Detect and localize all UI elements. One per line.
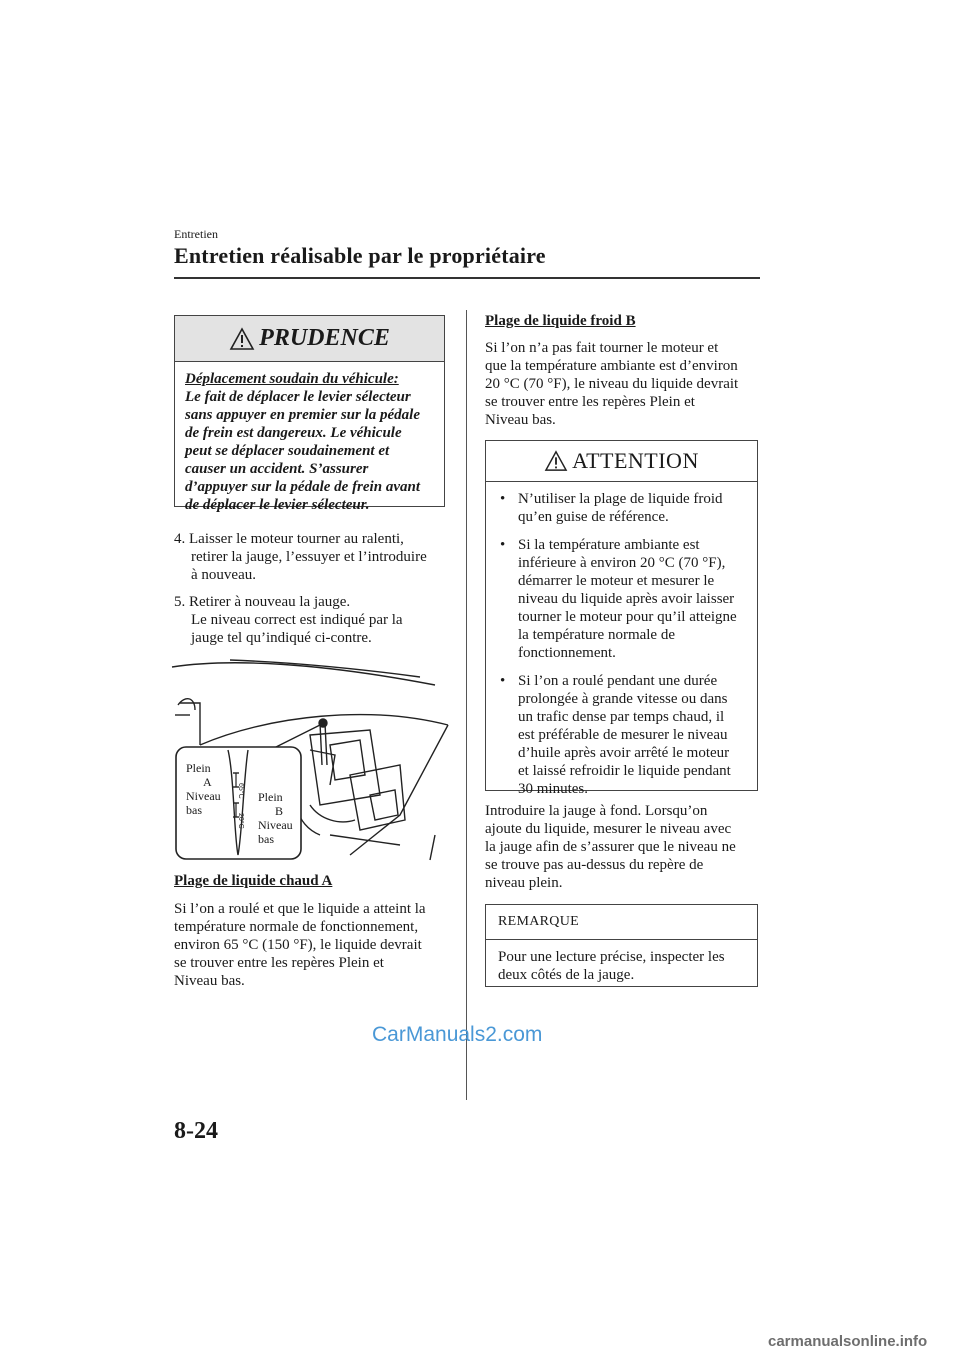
attention-header — [486, 441, 757, 482]
hot-line: Si l’on a roulé et que le liquide a atteint la — [174, 901, 426, 917]
attention-line: • N’utiliser la plage de liquide froid — [518, 491, 723, 507]
attention-box — [485, 440, 758, 797]
hot-line: environ 65 °C (150 °F), le liquide devrait — [174, 937, 422, 953]
attention-item — [496, 490, 747, 526]
column-divider — [466, 310, 467, 1100]
figure-label-b — [258, 790, 308, 846]
cold-range-heading: Plage de liquide froid B — [485, 313, 636, 329]
hot-line: température normale de fonctionnement, — [174, 919, 419, 935]
attention-line: est préférable de mesurer le niveau — [518, 727, 728, 743]
attention-line: la température normale de — [518, 627, 676, 643]
hot-range-heading: Plage de liquide chaud A — [174, 873, 333, 889]
prudence-line: causer un accident. S’assurer — [185, 461, 369, 477]
introduce-line: Introduire la jauge à fond. Lorsqu’on — [485, 803, 708, 819]
remarque-box — [485, 904, 758, 987]
introduce-line: la jauge afin de s’assurer que le niveau ne — [485, 839, 736, 855]
step-line: Retirer à nouveau la jauge. — [189, 594, 351, 610]
prudence-header — [175, 316, 444, 362]
step-number: 5. — [174, 594, 186, 610]
remarque-body — [486, 940, 757, 992]
step-line: Laisser le moteur tourner au ralenti, — [189, 531, 404, 547]
warning-triangle-icon — [229, 327, 255, 351]
hot-line: se trouver entre les repères Plein et — [174, 955, 384, 971]
remarque-line: Pour une lecture précise, inspecter les — [498, 949, 725, 965]
warning-triangle-icon — [544, 450, 568, 472]
attention-line: 30 minutes. — [518, 781, 588, 797]
step-4 — [174, 530, 459, 584]
step-line: retirer la jauge, l’essuyer et l’introduire — [191, 549, 427, 565]
step-line: jauge tel qu’indiqué ci-contre. — [191, 630, 372, 646]
hot-line: Niveau bas. — [174, 973, 245, 989]
cold-line: 20 °C (70 °F), le niveau du liquide devrait — [485, 376, 739, 392]
label-b-bas: bas — [258, 832, 274, 846]
attention-line: • Si la température ambiante est — [518, 537, 700, 553]
prudence-line: d’appuyer sur la pédale de frein avant — [185, 479, 420, 495]
attention-line: inférieure à environ 20 °C (70 °F), — [518, 555, 726, 571]
hot-range-text — [174, 900, 459, 990]
cold-line: que la température ambiante est d’environ — [485, 358, 738, 374]
step-5 — [174, 593, 459, 647]
attention-line: fonctionnement. — [518, 645, 616, 661]
label-a-niveau: Niveau — [186, 789, 221, 803]
cold-line: Si l’on n’a pas fait tourner le moteur et — [485, 340, 719, 356]
step-number: 4. — [174, 531, 186, 547]
page-title: Entretien réalisable par le propriétaire — [174, 243, 546, 268]
prudence-box — [174, 315, 445, 513]
section-label: Entretien — [174, 227, 218, 241]
label-a-letter: A — [203, 775, 212, 789]
attention-line: démarrer le moteur et mesurer le — [518, 573, 715, 589]
attention-line: qu’en guise de référence. — [518, 509, 669, 525]
attention-item — [496, 536, 747, 662]
prudence-line: sans appuyer en premier sur la pédale — [185, 407, 421, 423]
prudence-body — [175, 362, 444, 522]
label-a-plein: Plein — [186, 761, 211, 775]
introduce-line: ajoute du liquide, mesurer le niveau avec — [485, 821, 732, 837]
attention-item — [496, 672, 747, 798]
attention-line: prolongée à grande vitesse ou dans — [518, 691, 728, 707]
cold-line: Niveau bas. — [485, 412, 556, 428]
prudence-line: Le fait de déplacer le levier sélecteur — [185, 389, 411, 405]
cold-range-text — [485, 339, 770, 429]
prudence-subtitle: Déplacement soudain du véhicule: — [185, 371, 399, 387]
watermark-center: CarManuals2.com — [372, 1023, 543, 1046]
watermark-footer: carmanualsonline.info — [768, 1333, 928, 1350]
svg-text:20°C: 20°C — [237, 813, 244, 829]
attention-line: • Si l’on a roulé pendant une durée — [518, 673, 718, 689]
introduce-text — [485, 802, 770, 892]
attention-title: ATTENTION — [572, 448, 699, 473]
svg-text:65°C: 65°C — [237, 783, 244, 799]
prudence-line: de déplacer le levier sélecteur. — [185, 497, 370, 513]
remarque-line: deux côtés de la jauge. — [498, 967, 635, 983]
attention-line: un trafic dense par temps chaud, il — [518, 709, 725, 725]
attention-line: d’huile après avoir arrêté le moteur — [518, 745, 730, 761]
step-line: à nouveau. — [191, 567, 256, 583]
remarque-title: REMARQUE — [486, 905, 757, 940]
attention-list — [486, 482, 757, 812]
prudence-line: peut se déplacer soudainement et — [185, 443, 390, 459]
attention-line: niveau du liquide après avoir laisser — [518, 591, 735, 607]
attention-line: et laissé refroidir le liquide pendant — [518, 763, 731, 779]
prudence-line: de frein est dangereux. Le véhicule — [185, 425, 402, 441]
label-b-niveau: Niveau — [258, 818, 293, 832]
prudence-title: PRUDENCE — [259, 325, 390, 351]
title-rule — [174, 277, 760, 279]
cold-line: se trouver entre les repères Plein et — [485, 394, 695, 410]
introduce-line: niveau plein. — [485, 875, 563, 891]
attention-line: tourner le moteur pour qu’il atteigne — [518, 609, 737, 625]
page-number: 8-24 — [174, 1118, 218, 1144]
label-b-plein: Plein — [258, 790, 283, 804]
figure-label-a — [186, 761, 246, 817]
step-line: Le niveau correct est indiqué par la — [191, 612, 403, 628]
label-a-bas: bas — [186, 803, 202, 817]
introduce-line: se trouve pas au-dessus du repère de — [485, 857, 704, 873]
label-b-letter: B — [275, 804, 284, 818]
